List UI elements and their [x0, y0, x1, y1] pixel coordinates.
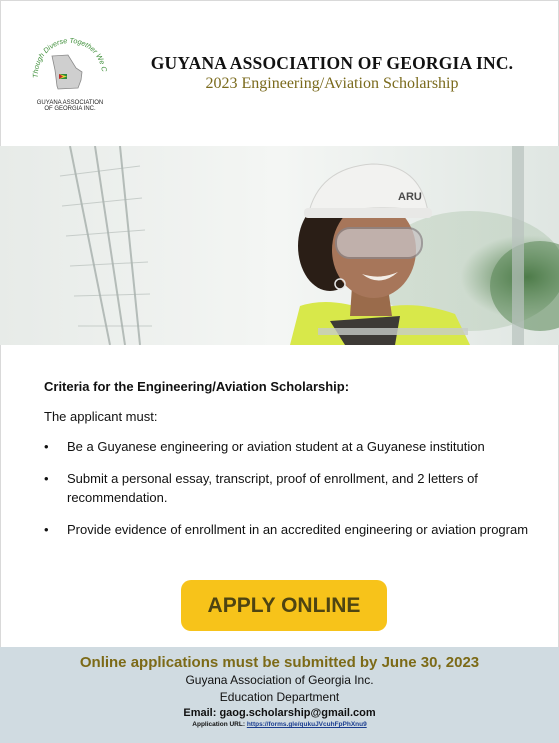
logo-arc-text: Though Diverse Together We C [30, 35, 110, 79]
engineer-photo [0, 146, 559, 345]
criteria-heading: Criteria for the Engineering/Aviation Scholarship: [44, 379, 350, 394]
footer-department: Education Department [219, 690, 340, 704]
criteria-item-text: Be a Guyanese engineering or aviation student at a Guyanese institution [67, 439, 485, 454]
logo-name-line2: OF GEORGIA INC. [44, 106, 96, 110]
list-item [44, 469, 534, 507]
organization-title: GUYANA ASSOCIATION OF GEORGIA INC. [150, 53, 514, 73]
criteria-list [44, 437, 534, 552]
logo-name-line1: GUYANA ASSOCIATION [36, 100, 104, 106]
list-item [44, 520, 534, 539]
footer-panel [0, 647, 559, 743]
footer-association: Guyana Association of Georgia Inc. [185, 673, 374, 687]
application-url-link[interactable]: https://forms.gle/qukuJVcuhFpPhXnu9 [246, 721, 367, 728]
footer-email-line [0, 707, 559, 719]
application-url-line [0, 721, 559, 728]
apply-online-button[interactable]: APPLY ONLINE [181, 580, 387, 631]
scholarship-subtitle: 2023 Engineering/Aviation Scholarship [205, 75, 459, 92]
association-logo [24, 28, 116, 110]
list-item [44, 437, 534, 456]
email-label: Email: [183, 707, 217, 719]
deadline-text: Online applications must be submitted by June 30, 2023 [79, 654, 480, 671]
criteria-intro: The applicant must: [44, 409, 158, 424]
bullet-icon: • [44, 471, 49, 486]
criteria-item-text: Provide evidence of enrollment in an accredited engineering or aviation program [67, 522, 529, 537]
email-address[interactable]: gaog.scholarship@gmail.com [219, 707, 376, 719]
criteria-item-text: Submit a personal essay, transcript, proof of enrollment, and 2 letters of recommendation. [67, 471, 478, 505]
application-url-label: Application URL: [192, 721, 245, 728]
helmet-text: ARU [398, 191, 422, 203]
bullet-icon: • [44, 522, 49, 537]
bullet-icon: • [44, 439, 49, 454]
